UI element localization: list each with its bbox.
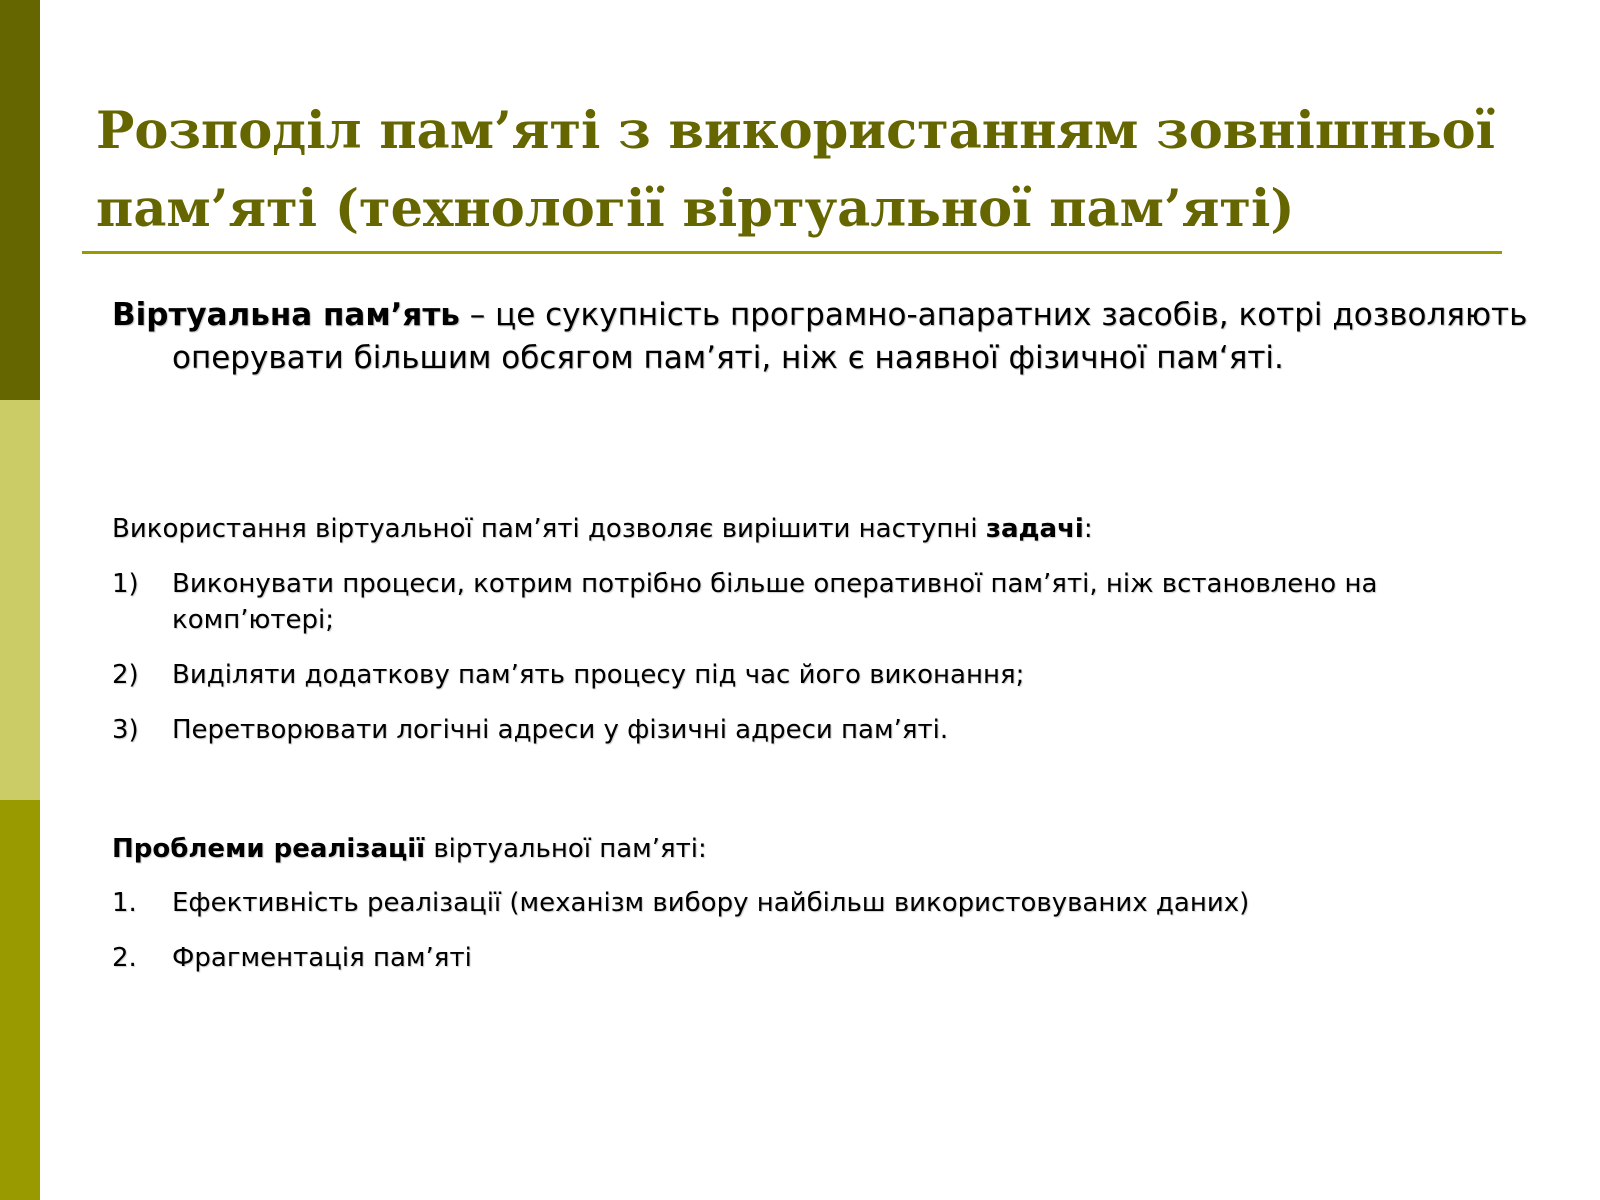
tasks-lead-prefix: Використання віртуальної пам’яті дозволяє вирішити наступні — [112, 514, 986, 544]
list-item — [112, 566, 1452, 638]
list-marker: 2) — [112, 660, 139, 690]
sidebar-accent-middle — [0, 400, 40, 800]
list-item — [112, 885, 1452, 921]
list-marker: 2. — [112, 943, 137, 973]
list-item — [112, 657, 1452, 693]
title-divider — [82, 251, 1502, 254]
list-item — [112, 940, 1452, 976]
list-item-text: Виділяти додаткову пам’ять процесу під час його виконання; — [172, 660, 1025, 690]
list-item-text: Ефективність реалізації (механізм вибору найбільш використовуваних даних) — [172, 888, 1250, 918]
tasks-lead-bold: задачі — [985, 514, 1084, 544]
tasks-list — [112, 566, 1452, 767]
tasks-lead-suffix: : — [1083, 514, 1093, 544]
list-marker: 1) — [112, 569, 139, 599]
sidebar-accent-top — [0, 0, 40, 400]
sidebar-accent-bottom — [0, 800, 40, 1200]
definition-term: Віртуальна пам’ять — [112, 297, 460, 333]
definition-paragraph — [112, 294, 1592, 380]
list-item — [112, 712, 1452, 748]
slide-title: Розподіл пам’яті з використанням зовнішньої пам’яті (технології віртуальної пам’яті) — [96, 101, 1496, 239]
list-marker: 3) — [112, 715, 139, 745]
definition-text: – це сукупність програмно-апаратних засобів, котрі дозволяють оперувати більшим обсягом пам’яті, ніж є наявної фізичної пам‘яті. — [172, 297, 1528, 376]
tasks-lead — [112, 512, 1532, 546]
problems-lead-suffix: віртуальної пам’яті: — [425, 834, 707, 864]
problems-lead-bold: Проблеми реалізації — [112, 834, 426, 864]
list-marker: 1. — [112, 888, 137, 918]
list-item-text: Фрагментація пам’яті — [172, 943, 472, 973]
list-item-text: Виконувати процеси, котрим потрібно більше оперативної пам’яті, ніж встановлено на комп’ютері; — [172, 569, 1378, 635]
list-item-text: Перетворювати логічні адреси у фізичні адреси пам’яті. — [172, 715, 949, 745]
problems-lead — [112, 832, 1532, 866]
problems-list — [112, 885, 1452, 995]
